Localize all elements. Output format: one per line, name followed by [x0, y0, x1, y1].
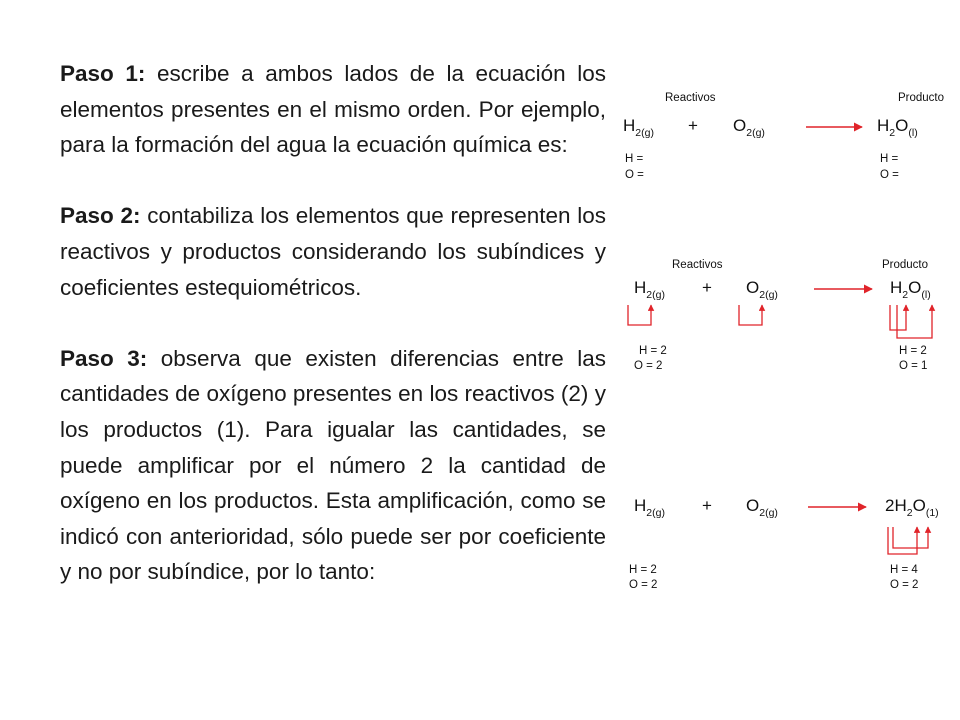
count-bracket-h-right-2 — [890, 305, 906, 330]
right-o-count-2: O = 1 — [899, 360, 928, 372]
hydrogen-formula-1: $H_{2(g)}$ — [623, 116, 654, 139]
right-h-count-1: H = — [880, 153, 899, 165]
reactivos-header-2: Reactivos — [672, 259, 723, 271]
count-bracket-o-left-2 — [739, 305, 762, 325]
plus-sign-3: + — [702, 496, 712, 515]
oxygen-formula-3: $O_{2(g)}$ — [746, 496, 778, 519]
oxygen-formula-2: $O_{2(g)}$ — [746, 278, 778, 301]
count-bracket-o-right-2 — [897, 305, 932, 338]
paso-3-body: observa que existen diferencias entre las cantidades de oxígeno presentes en los reactivos (2) y los productos (1). Para igualar las cantidades, se puede amplificar por el número 2 la cantidad de oxígeno en los productos. Esta amplificación, como se indicó con anterioridad, sólo puede ser por coeficiente y no por subíndice, por lo tanto: — [60, 345, 606, 585]
water-formula-1: $H_2O_{(l)}$ — [877, 116, 918, 139]
plus-sign-2: + — [702, 278, 712, 297]
reactivos-header-1: Reactivos — [665, 92, 716, 104]
diagram-1 — [623, 92, 944, 181]
right-o-count-3: O = 2 — [890, 579, 919, 591]
paso-1-label: Paso 1: — [60, 61, 146, 86]
count-bracket-h-left-2 — [628, 305, 651, 325]
producto-header-1: Producto — [898, 92, 945, 104]
left-o-count-2: O = 2 — [634, 360, 663, 372]
hydrogen-formula-2: $H_{2(g)}$ — [634, 278, 665, 301]
water-formula-2: $H_2O_{(l)}$ — [890, 278, 931, 301]
paso-2-body: contabiliza los elementos que representen los reactivos y productos considerando los subíndices y coeficientes estequiométricos. — [60, 203, 606, 300]
left-o-count-3: O = 2 — [629, 579, 658, 591]
count-bracket-o-right-3 — [893, 527, 928, 548]
right-o-count-1: O = — [880, 169, 899, 181]
plus-sign-1: + — [688, 116, 698, 135]
left-h-count-2: H = 2 — [639, 345, 667, 357]
right-h-count-2: H = 2 — [899, 345, 927, 357]
diagram-2 — [628, 259, 932, 372]
left-o-count-1: O = — [625, 169, 644, 181]
diagram-3 — [629, 496, 939, 591]
hydrogen-formula-3: $H_{2(g)}$ — [634, 496, 665, 519]
water-formula-3: $2H_2O_{(1)}$ — [885, 496, 939, 519]
left-h-count-3: H = 2 — [629, 564, 657, 576]
paso-1-body: escribe a ambos lados de la ecuación los elementos presentes en el mismo orden. Por ejemplo, para la formación del agua la ecuación química es: — [60, 61, 606, 158]
paso-3-label: Paso 3: — [60, 345, 148, 371]
left-h-count-1: H = — [625, 153, 644, 165]
oxygen-formula-1: $O_{2(g)}$ — [733, 116, 765, 139]
producto-header-2: Producto — [882, 259, 929, 271]
right-h-count-3: H = 4 — [890, 564, 918, 576]
paso-2-label: Paso 2: — [60, 203, 141, 229]
